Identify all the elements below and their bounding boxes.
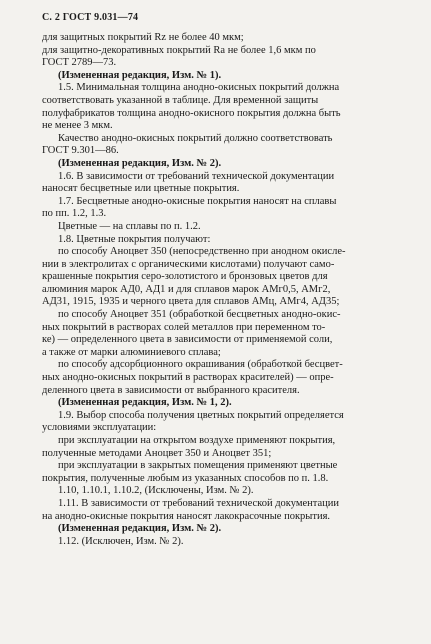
- text-line: полуфабрикатов толщина анодно-окисного покрытия должна быть: [42, 107, 341, 119]
- text-line: не менее 3 мкм.: [42, 120, 113, 132]
- text-line: по пп. 1.2, 1.3.: [42, 208, 107, 220]
- text-line: на анодно-окисные покрытия наносят лакокрасочные покрытия.: [42, 510, 331, 522]
- text-line: по способу Аноцвет 351 (обработкой бесцветных анодно-окис-: [58, 309, 341, 321]
- text-line: (Измененная редакция, Изм. № 2).: [58, 157, 222, 169]
- text-line: соответствовать указанной в таблице. Для временной защиты: [42, 94, 319, 106]
- text-line: покрытия, полученные любым из указанных способов по п. 1.8.: [42, 472, 329, 484]
- page-header: С. 2 ГОСТ 9.031—74: [42, 12, 139, 23]
- text-line: Качество анодно-окисных покрытий должно соответствовать: [58, 132, 333, 144]
- text-line: ке) — определенного цвета в зависимости от применяемой соли,: [42, 334, 333, 346]
- text-line: полученные методами Аноцвет 350 и Аноцвет 351;: [42, 447, 272, 459]
- text-line: АД31, 1915, 1935 и черного цвета для сплавов АМц, АМг4, АД35;: [42, 296, 340, 308]
- text-line: по способу Аноцвет 350 (непосредственно при анодном окисле-: [58, 246, 346, 258]
- text-line: (Измененная редакция, Изм. № 2).: [58, 523, 222, 535]
- text-line: условиями эксплуатации:: [42, 422, 157, 434]
- text-line: 1.6. В зависимости от требований технической документации: [58, 170, 335, 182]
- text-line: ных покрытий в растворах солей металлов при переменном то-: [42, 321, 326, 333]
- text-line: деленного цвета в зависимости от выбранного красителя.: [42, 384, 300, 396]
- text-line: при эксплуатации на открытом воздухе применяют покрытия,: [58, 435, 336, 446]
- text-line: крашенные покрытия серо-золотистого и бронзовых цветов для: [42, 271, 328, 283]
- text-line: (Измененная редакция, Изм. № 1, 2).: [58, 397, 232, 409]
- document-body: [42, 32, 410, 548]
- text-line: ных анодно-окисных покрытий в растворах красителей) — опре-: [42, 372, 334, 384]
- text-line: 1.10, 1.10.1, 1.10.2, (Исключены, Изм. № 2).: [58, 485, 254, 497]
- text-line: для защитных покрытий Rz не более 40 мкм;: [42, 32, 244, 43]
- text-line: алюминия марок АД0, АД1 и для сплавов марок АМг0,5, АМг2,: [42, 283, 331, 295]
- text-line: 1.11. В зависимости от требований технической документации: [58, 497, 340, 509]
- text-line: для защитно-декоративных покрытий Ra не более 1,6 мкм по: [42, 44, 316, 56]
- text-line: нии в электролитах с органическими кислотами) получают само-: [42, 258, 335, 270]
- text-line: 1.9. Выбор способа получения цветных покрытий определяется: [58, 409, 344, 421]
- text-line: ГОСТ 9.301—86.: [42, 145, 119, 157]
- text-line: 1.8. Цветные покрытия получают:: [58, 233, 211, 245]
- text-line: а также от марки алюминиевого сплава;: [42, 346, 221, 358]
- text-line: ГОСТ 2789—73.: [42, 57, 117, 69]
- text-line: наносят бесцветные или цветные покрытия.: [42, 183, 240, 195]
- text-line: 1.7. Бесцветные анодно-окисные покрытия наносят на сплавы: [58, 195, 337, 207]
- text-line: 1.12. (Исключен, Изм. № 2).: [58, 535, 184, 547]
- text-line: по способу адсорбционного окрашивания (обработкой бесцвет-: [58, 359, 343, 371]
- text-line: (Измененная редакция, Изм. № 1).: [58, 69, 222, 81]
- text-line: Цветные — на сплавы по п. 1.2.: [58, 220, 201, 232]
- text-line: 1.5. Минимальная толщина анодно-окисных покрытий должна: [58, 82, 340, 94]
- text-line: при эксплуатации в закрытых помещения применяют цветные: [58, 460, 338, 472]
